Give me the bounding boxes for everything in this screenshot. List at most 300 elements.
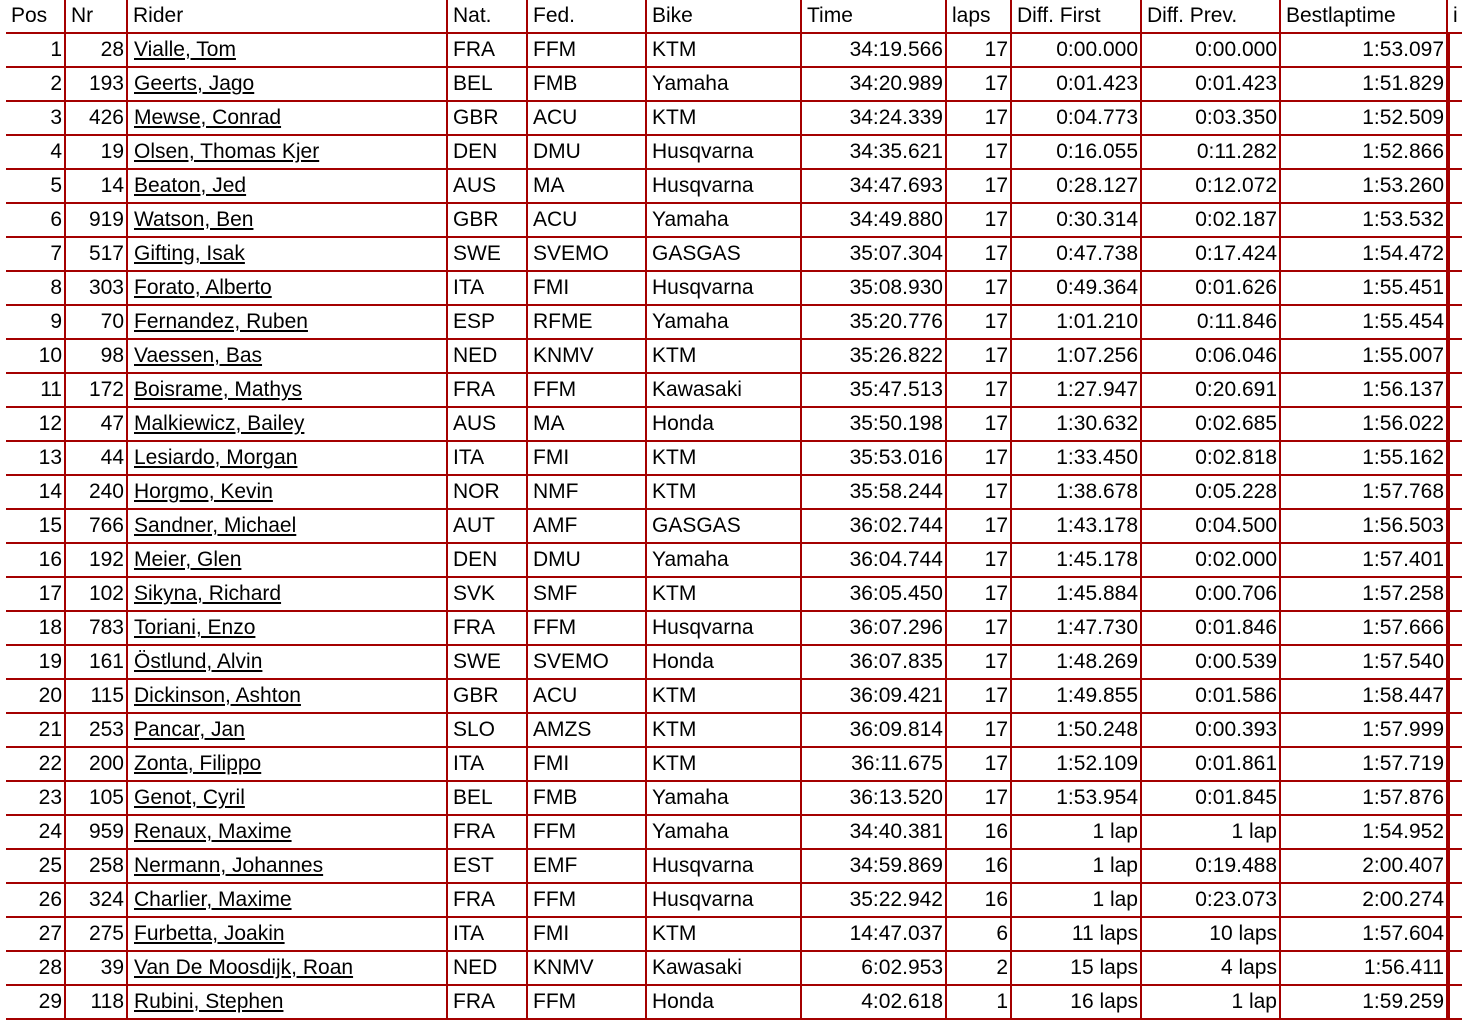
rider-link[interactable]: Toriani, Enzo (134, 616, 256, 639)
nat-cell: SLO (448, 714, 528, 748)
nat-cell: NOR (448, 476, 528, 510)
nr-cell: 70 (66, 306, 128, 340)
laps-cell: 17 (947, 680, 1012, 714)
diff-first-cell: 1:53.954 (1012, 782, 1142, 816)
table-row (6, 204, 1462, 238)
rider-link[interactable]: Rubini, Stephen (134, 990, 284, 1013)
bike-cell: KTM (647, 918, 802, 952)
laps-cell: 16 (947, 884, 1012, 918)
pos-cell: 21 (6, 714, 66, 748)
bike-cell: KTM (647, 680, 802, 714)
laps-cell: 17 (947, 340, 1012, 374)
extra-cell (1448, 782, 1462, 816)
bike-cell: Husqvarna (647, 612, 802, 646)
nr-cell: 47 (66, 408, 128, 442)
diff-prev-cell: 0:01.861 (1142, 748, 1281, 782)
diff-prev-cell: 4 laps (1142, 952, 1281, 986)
diff-prev-cell: 0:01.626 (1142, 272, 1281, 306)
header-time: Time (802, 0, 947, 34)
extra-cell (1448, 544, 1462, 578)
bike-cell: KTM (647, 102, 802, 136)
diff-prev-cell: 0:11.846 (1142, 306, 1281, 340)
diff-first-cell: 1:45.178 (1012, 544, 1142, 578)
rider-link[interactable]: Geerts, Jago (134, 72, 255, 95)
pos-cell: 12 (6, 408, 66, 442)
diff-first-cell: 1:48.269 (1012, 646, 1142, 680)
time-cell: 35:20.776 (802, 306, 947, 340)
diff-first-cell: 1:07.256 (1012, 340, 1142, 374)
bestlaptime-cell: 1:55.454 (1281, 306, 1448, 340)
rider-cell (128, 34, 448, 68)
table-row (6, 68, 1462, 102)
diff-first-cell: 1 lap (1012, 884, 1142, 918)
laps-cell: 17 (947, 102, 1012, 136)
header-row (6, 0, 1462, 34)
diff-prev-cell: 0:06.046 (1142, 340, 1281, 374)
extra-cell (1448, 748, 1462, 782)
nat-cell: ITA (448, 918, 528, 952)
laps-cell: 17 (947, 510, 1012, 544)
bestlaptime-cell: 1:51.829 (1281, 68, 1448, 102)
table-row (6, 238, 1462, 272)
nr-cell: 28 (66, 34, 128, 68)
rider-link[interactable]: Mewse, Conrad (134, 106, 282, 129)
nat-cell: FRA (448, 374, 528, 408)
nr-cell: 44 (66, 442, 128, 476)
table-row (6, 850, 1462, 884)
extra-cell (1448, 986, 1462, 1020)
bestlaptime-cell: 1:55.007 (1281, 340, 1448, 374)
diff-prev-cell: 0:01.586 (1142, 680, 1281, 714)
rider-link[interactable]: Boisrame, Mathys (134, 378, 303, 401)
diff-prev-cell: 0:00.393 (1142, 714, 1281, 748)
pos-cell: 22 (6, 748, 66, 782)
nat-cell: AUS (448, 408, 528, 442)
bike-cell: Yamaha (647, 204, 802, 238)
diff-prev-cell: 0:04.500 (1142, 510, 1281, 544)
pos-cell: 28 (6, 952, 66, 986)
fed-cell: DMU (528, 136, 647, 170)
nat-cell: DEN (448, 136, 528, 170)
bike-cell: Kawasaki (647, 374, 802, 408)
bestlaptime-cell: 1:55.451 (1281, 272, 1448, 306)
rider-cell (128, 68, 448, 102)
diff-first-cell: 15 laps (1012, 952, 1142, 986)
nat-cell: FRA (448, 34, 528, 68)
extra-cell (1448, 238, 1462, 272)
fed-cell: FFM (528, 986, 647, 1020)
nat-cell: ITA (448, 442, 528, 476)
laps-cell: 17 (947, 136, 1012, 170)
bike-cell: KTM (647, 714, 802, 748)
time-cell: 34:47.693 (802, 170, 947, 204)
extra-cell (1448, 306, 1462, 340)
extra-cell (1448, 646, 1462, 680)
diff-prev-cell: 0:23.073 (1142, 884, 1281, 918)
time-cell: 35:53.016 (802, 442, 947, 476)
pos-cell: 13 (6, 442, 66, 476)
rider-cell (128, 272, 448, 306)
nat-cell: EST (448, 850, 528, 884)
rider-link[interactable]: Forato, Alberto (134, 276, 272, 299)
bike-cell: Honda (647, 408, 802, 442)
bestlaptime-cell: 1:56.503 (1281, 510, 1448, 544)
table-row (6, 136, 1462, 170)
laps-cell: 17 (947, 374, 1012, 408)
table-row (6, 340, 1462, 374)
diff-first-cell: 1:30.632 (1012, 408, 1142, 442)
bike-cell: Yamaha (647, 306, 802, 340)
pos-cell: 20 (6, 680, 66, 714)
rider-link[interactable]: Sandner, Michael (134, 514, 297, 537)
diff-prev-cell: 0:01.846 (1142, 612, 1281, 646)
nr-cell: 783 (66, 612, 128, 646)
pos-cell: 9 (6, 306, 66, 340)
rider-link[interactable]: Östlund, Alvin (134, 650, 263, 673)
table-row (6, 272, 1462, 306)
time-cell: 36:11.675 (802, 748, 947, 782)
time-cell: 6:02.953 (802, 952, 947, 986)
fed-cell: NMF (528, 476, 647, 510)
bestlaptime-cell: 1:57.876 (1281, 782, 1448, 816)
nat-cell: ITA (448, 272, 528, 306)
rider-cell (128, 306, 448, 340)
time-cell: 34:49.880 (802, 204, 947, 238)
laps-cell: 17 (947, 272, 1012, 306)
nat-cell: ITA (448, 748, 528, 782)
table-row (6, 442, 1462, 476)
header-nat: Nat. (448, 0, 528, 34)
header-bestlaptime: Bestlaptime (1281, 0, 1448, 34)
rider-link[interactable]: Zonta, Filippo (134, 752, 262, 775)
rider-cell (128, 714, 448, 748)
rider-cell (128, 408, 448, 442)
laps-cell: 17 (947, 306, 1012, 340)
diff-first-cell: 0:47.738 (1012, 238, 1142, 272)
rider-cell (128, 136, 448, 170)
pos-cell: 26 (6, 884, 66, 918)
extra-cell (1448, 476, 1462, 510)
rider-link[interactable]: Van De Moosdijk, Roan (134, 956, 354, 979)
bike-cell: Honda (647, 646, 802, 680)
nr-cell: 98 (66, 340, 128, 374)
nat-cell: BEL (448, 782, 528, 816)
diff-first-cell: 0:49.364 (1012, 272, 1142, 306)
fed-cell: MA (528, 408, 647, 442)
bike-cell: KTM (647, 442, 802, 476)
time-cell: 35:08.930 (802, 272, 947, 306)
bike-cell: Yamaha (647, 68, 802, 102)
rider-link[interactable]: Malkiewicz, Bailey (134, 412, 305, 435)
table-row (6, 782, 1462, 816)
rider-cell (128, 850, 448, 884)
nat-cell: GBR (448, 102, 528, 136)
time-cell: 35:22.942 (802, 884, 947, 918)
results-table (6, 0, 1462, 1020)
pos-cell: 7 (6, 238, 66, 272)
laps-cell: 17 (947, 238, 1012, 272)
extra-cell (1448, 68, 1462, 102)
rider-link[interactable]: Nermann, Johannes (134, 854, 324, 877)
bestlaptime-cell: 1:56.137 (1281, 374, 1448, 408)
fed-cell: RFME (528, 306, 647, 340)
fed-cell: ACU (528, 680, 647, 714)
diff-prev-cell: 0:12.072 (1142, 170, 1281, 204)
bestlaptime-cell: 1:54.952 (1281, 816, 1448, 850)
nr-cell: 193 (66, 68, 128, 102)
laps-cell: 2 (947, 952, 1012, 986)
nr-cell: 161 (66, 646, 128, 680)
diff-first-cell: 1:49.855 (1012, 680, 1142, 714)
laps-cell: 17 (947, 442, 1012, 476)
time-cell: 34:35.621 (802, 136, 947, 170)
fed-cell: FFM (528, 884, 647, 918)
extra-cell (1448, 408, 1462, 442)
bike-cell: Husqvarna (647, 136, 802, 170)
bestlaptime-cell: 1:55.162 (1281, 442, 1448, 476)
diff-first-cell: 1:38.678 (1012, 476, 1142, 510)
diff-first-cell: 1:52.109 (1012, 748, 1142, 782)
table-row (6, 374, 1462, 408)
rider-cell (128, 102, 448, 136)
header-nr: Nr (66, 0, 128, 34)
rider-link[interactable]: Pancar, Jan (134, 718, 245, 741)
pos-cell: 6 (6, 204, 66, 238)
laps-cell: 17 (947, 408, 1012, 442)
table-row (6, 748, 1462, 782)
time-cell: 34:20.989 (802, 68, 947, 102)
time-cell: 36:09.814 (802, 714, 947, 748)
bike-cell: Yamaha (647, 816, 802, 850)
bestlaptime-cell: 1:53.532 (1281, 204, 1448, 238)
rider-cell (128, 986, 448, 1020)
laps-cell: 17 (947, 34, 1012, 68)
time-cell: 35:47.513 (802, 374, 947, 408)
table-row (6, 918, 1462, 952)
fed-cell: ACU (528, 102, 647, 136)
header-diff-first: Diff. First (1012, 0, 1142, 34)
extra-cell (1448, 136, 1462, 170)
fed-cell: FMI (528, 442, 647, 476)
nr-cell: 426 (66, 102, 128, 136)
rider-link[interactable]: Olsen, Thomas Kjer (134, 140, 320, 163)
laps-cell: 17 (947, 714, 1012, 748)
laps-cell: 16 (947, 850, 1012, 884)
time-cell: 36:13.520 (802, 782, 947, 816)
nat-cell: FRA (448, 986, 528, 1020)
pos-cell: 24 (6, 816, 66, 850)
bestlaptime-cell: 1:53.097 (1281, 34, 1448, 68)
diff-prev-cell: 0:00.539 (1142, 646, 1281, 680)
diff-first-cell: 0:16.055 (1012, 136, 1142, 170)
extra-cell (1448, 850, 1462, 884)
nat-cell: DEN (448, 544, 528, 578)
rider-cell (128, 816, 448, 850)
fed-cell: FFM (528, 374, 647, 408)
rider-cell (128, 510, 448, 544)
diff-first-cell: 1:43.178 (1012, 510, 1142, 544)
bestlaptime-cell: 1:57.258 (1281, 578, 1448, 612)
pos-cell: 11 (6, 374, 66, 408)
rider-link[interactable]: Beaton, Jed (134, 174, 247, 197)
diff-prev-cell: 10 laps (1142, 918, 1281, 952)
extra-cell (1448, 102, 1462, 136)
table-row (6, 408, 1462, 442)
diff-prev-cell: 0:20.691 (1142, 374, 1281, 408)
laps-cell: 17 (947, 578, 1012, 612)
rider-cell (128, 442, 448, 476)
extra-cell (1448, 884, 1462, 918)
table-row (6, 306, 1462, 340)
time-cell: 36:09.421 (802, 680, 947, 714)
fed-cell: SMF (528, 578, 647, 612)
extra-cell (1448, 918, 1462, 952)
laps-cell: 17 (947, 748, 1012, 782)
time-cell: 36:04.744 (802, 544, 947, 578)
bestlaptime-cell: 2:00.274 (1281, 884, 1448, 918)
pos-cell: 25 (6, 850, 66, 884)
nat-cell: AUT (448, 510, 528, 544)
rider-link[interactable]: Charlier, Maxime (134, 888, 292, 911)
bike-cell: Husqvarna (647, 884, 802, 918)
rider-cell (128, 884, 448, 918)
diff-prev-cell: 0:02.000 (1142, 544, 1281, 578)
rider-link[interactable]: Vialle, Tom (134, 38, 236, 61)
table-row (6, 816, 1462, 850)
bestlaptime-cell: 1:57.666 (1281, 612, 1448, 646)
rider-link[interactable]: Vaessen, Bas (134, 344, 263, 367)
bestlaptime-cell: 1:58.447 (1281, 680, 1448, 714)
rider-link[interactable]: Watson, Ben (134, 208, 254, 231)
diff-first-cell: 0:30.314 (1012, 204, 1142, 238)
diff-first-cell: 1 lap (1012, 850, 1142, 884)
laps-cell: 17 (947, 476, 1012, 510)
pos-cell: 23 (6, 782, 66, 816)
rider-link[interactable]: Meier, Glen (134, 548, 242, 571)
diff-prev-cell: 0:05.228 (1142, 476, 1281, 510)
rider-link[interactable]: Gifting, Isak (134, 242, 245, 265)
nat-cell: FRA (448, 816, 528, 850)
bestlaptime-cell: 1:54.472 (1281, 238, 1448, 272)
nr-cell: 200 (66, 748, 128, 782)
table-row (6, 544, 1462, 578)
fed-cell: KNMV (528, 952, 647, 986)
fed-cell: AMF (528, 510, 647, 544)
time-cell: 34:59.869 (802, 850, 947, 884)
bike-cell: Husqvarna (647, 170, 802, 204)
nr-cell: 105 (66, 782, 128, 816)
nr-cell: 324 (66, 884, 128, 918)
rider-link[interactable]: Dickinson, Ashton (134, 684, 301, 707)
rider-link[interactable]: Genot, Cyril (134, 786, 245, 809)
nr-cell: 517 (66, 238, 128, 272)
rider-cell (128, 544, 448, 578)
nat-cell: ESP (448, 306, 528, 340)
rider-cell (128, 374, 448, 408)
pos-cell: 29 (6, 986, 66, 1020)
pos-cell: 5 (6, 170, 66, 204)
table-row (6, 578, 1462, 612)
time-cell: 4:02.618 (802, 986, 947, 1020)
diff-prev-cell: 1 lap (1142, 816, 1281, 850)
bike-cell: GASGAS (647, 510, 802, 544)
nat-cell: NED (448, 952, 528, 986)
diff-prev-cell: 0:11.282 (1142, 136, 1281, 170)
bike-cell: Yamaha (647, 782, 802, 816)
diff-first-cell: 1:33.450 (1012, 442, 1142, 476)
extra-cell (1448, 170, 1462, 204)
header-bike: Bike (647, 0, 802, 34)
pos-cell: 4 (6, 136, 66, 170)
nr-cell: 303 (66, 272, 128, 306)
diff-prev-cell: 0:03.350 (1142, 102, 1281, 136)
bestlaptime-cell: 1:52.509 (1281, 102, 1448, 136)
time-cell: 35:07.304 (802, 238, 947, 272)
time-cell: 36:02.744 (802, 510, 947, 544)
header-diff-prev: Diff. Prev. (1142, 0, 1281, 34)
rider-link[interactable]: Horgmo, Kevin (134, 480, 273, 503)
rider-cell (128, 476, 448, 510)
laps-cell: 17 (947, 782, 1012, 816)
diff-first-cell: 1:27.947 (1012, 374, 1142, 408)
time-cell: 34:40.381 (802, 816, 947, 850)
nr-cell: 192 (66, 544, 128, 578)
pos-cell: 8 (6, 272, 66, 306)
rider-link[interactable]: Fernandez, Ruben (134, 310, 308, 333)
bestlaptime-cell: 1:56.411 (1281, 952, 1448, 986)
table-row (6, 884, 1462, 918)
bestlaptime-cell: 1:56.022 (1281, 408, 1448, 442)
diff-first-cell: 11 laps (1012, 918, 1142, 952)
fed-cell: FMI (528, 272, 647, 306)
bike-cell: Husqvarna (647, 850, 802, 884)
rider-cell (128, 578, 448, 612)
diff-prev-cell: 0:01.845 (1142, 782, 1281, 816)
bestlaptime-cell: 1:57.768 (1281, 476, 1448, 510)
time-cell: 14:47.037 (802, 918, 947, 952)
bestlaptime-cell: 1:57.999 (1281, 714, 1448, 748)
fed-cell: MA (528, 170, 647, 204)
rider-link[interactable]: Sikyna, Richard (134, 582, 282, 605)
rider-cell (128, 170, 448, 204)
bike-cell: KTM (647, 476, 802, 510)
rider-link[interactable]: Furbetta, Joakin (134, 922, 285, 945)
bike-cell: KTM (647, 748, 802, 782)
extra-cell (1448, 442, 1462, 476)
nat-cell: GBR (448, 204, 528, 238)
rider-link[interactable]: Renaux, Maxime (134, 820, 292, 843)
pos-cell: 16 (6, 544, 66, 578)
diff-first-cell: 1 lap (1012, 816, 1142, 850)
diff-first-cell: 1:47.730 (1012, 612, 1142, 646)
nr-cell: 766 (66, 510, 128, 544)
table-row (6, 510, 1462, 544)
bestlaptime-cell: 1:59.259 (1281, 986, 1448, 1020)
bike-cell: Yamaha (647, 544, 802, 578)
rider-link[interactable]: Lesiardo, Morgan (134, 446, 298, 469)
nat-cell: SVK (448, 578, 528, 612)
rider-cell (128, 238, 448, 272)
table-row (6, 102, 1462, 136)
bike-cell: Honda (647, 986, 802, 1020)
table-row (6, 986, 1462, 1020)
laps-cell: 16 (947, 816, 1012, 850)
pos-cell: 10 (6, 340, 66, 374)
extra-cell (1448, 340, 1462, 374)
extra-cell (1448, 714, 1462, 748)
bike-cell: Husqvarna (647, 272, 802, 306)
pos-cell: 2 (6, 68, 66, 102)
